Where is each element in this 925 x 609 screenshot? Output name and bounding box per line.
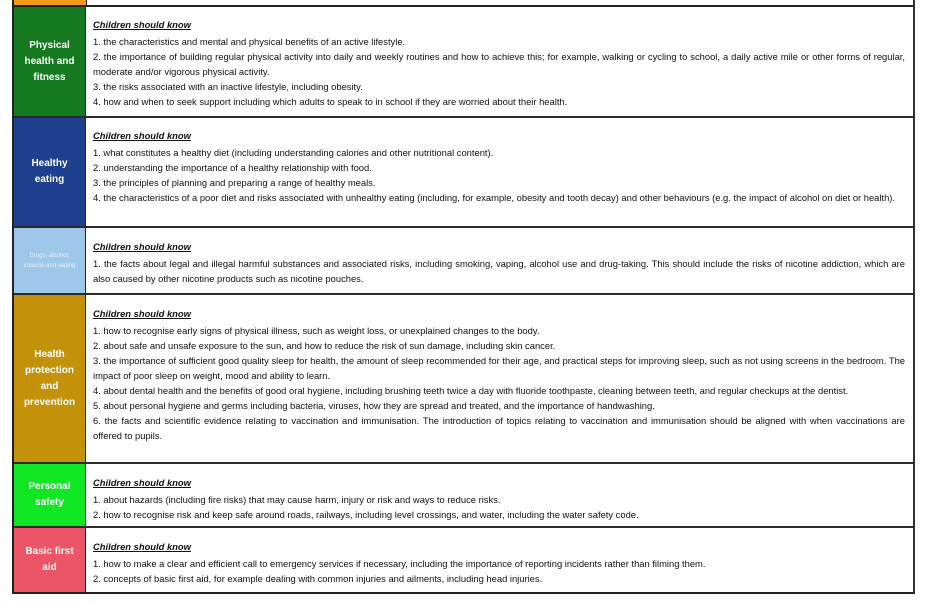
list-item: 3. the importance of sufficient good quality sleep for health, the amount of sleep recommended for their age, and practical steps for improving sleep, such as not using screens in the bedroom. The impact of poor sleep on weight, mood and ability to learn. (93, 355, 905, 381)
row-content (86, 118, 913, 226)
list-item: 3. the principles of planning and preparing a range of healthy meals. (93, 177, 376, 188)
row-label-healthy-eating (14, 118, 86, 226)
list-item: 2. concepts of basic first aid, for example dealing with common injuries and ailments, including head injuries. (93, 573, 543, 584)
list-item: 3. the risks associated with an inactive lifestyle, including obesity. (93, 81, 363, 92)
row-content (86, 228, 913, 293)
previous-row-content-cell (87, 0, 913, 5)
list-item: 4. the characteristics of a poor diet and risks associated with unhealthy eating (including, for example, obesity and tooth decay) and other behaviours (e.g. the impact of alcohol on diet or health). (93, 192, 896, 203)
list-item: 4. about dental health and the benefits of good oral hygiene, including brushing teeth twice a day with fluoride toothpaste, cleaning between teeth, and regular checkups at the dentist. (93, 385, 849, 396)
list-item: 2. about safe and unsafe exposure to the sun, and how to reduce the risk of sun damage, including skin cancer. (93, 340, 556, 351)
row-content (86, 7, 913, 116)
table-row-first-aid (14, 528, 913, 592)
table-row-healthy-eating (14, 118, 913, 228)
row-content (86, 295, 913, 462)
row-heading: Children should know (93, 19, 191, 30)
list-item: 2. how to recognise risk and keep safe around roads, railways, including level crossings, and water, including the water safety code. (93, 509, 639, 520)
row-label-text: Physical health and fitness (24, 39, 75, 83)
list-item: 2. the importance of building regular physical activity into daily and weekly routines and how to achieve this; for example, walking or cycling to school, a daily active mile or other forms of regular, moderate and/or vigorous physical activity. (93, 51, 905, 77)
row-heading: Children should know (93, 308, 191, 319)
previous-row-strip (14, 0, 913, 7)
row-label-drugs-alcohol (14, 228, 86, 293)
row-label-text: Drugs, alcohol, tobacco and vaping (23, 252, 76, 269)
row-label-text: Personal safety (28, 481, 71, 508)
list-item: 5. about personal hygiene and germs including bacteria, viruses, how they are spread and treated, and the importance of handwashing. (93, 400, 655, 411)
curriculum-table (12, 0, 915, 594)
list-item: 1. the characteristics and mental and physical benefits of an active lifestyle. (93, 36, 406, 47)
row-label-text: Healthy eating (31, 158, 68, 185)
row-label-health-protection (14, 295, 86, 462)
list-item: 4. how and when to seek support including which adults to speak to in school if they are worried about their health. (93, 96, 568, 107)
row-heading: Children should know (93, 130, 191, 141)
row-label-personal-safety (14, 464, 86, 526)
table-row-physical-health (14, 7, 913, 118)
list-item: 1. what constitutes a healthy diet (including understanding calories and other nutritional content). (93, 147, 494, 158)
list-item: 2. understanding the importance of a healthy relationship with food. (93, 162, 372, 173)
row-label-first-aid (14, 528, 86, 592)
list-item: 6. the facts and scientific evidence relating to vaccination and immunisation. The introduction of topics relating to vaccination and immunisation should be aligned with when vaccinations are offered to pupils. (93, 415, 905, 441)
row-content (86, 464, 913, 526)
list-item: 1. about hazards (including fire risks) that may cause harm, injury or risk and ways to reduce risks. (93, 494, 501, 505)
row-heading: Children should know (93, 477, 191, 488)
row-label-physical-health (14, 7, 86, 116)
list-item: 1. the facts about legal and illegal harmful substances and associated risks, including smoking, vaping, alcohol use and drug-taking. This should include the risks of nicotine addiction, which are also caused by other nicotine products such as nicotine pouches. (93, 258, 905, 284)
table-row-drugs-alcohol (14, 228, 913, 295)
row-label-text: Health protection and prevention (23, 348, 76, 408)
row-label-text: Basic first aid (25, 546, 74, 573)
row-heading: Children should know (93, 241, 191, 252)
list-item: 1. how to make a clear and efficient call to emergency services if necessary, including the importance of reporting incidents rather than filming them. (93, 558, 706, 569)
row-content (86, 528, 913, 592)
previous-row-label-cell (14, 0, 87, 5)
row-heading: Children should know (93, 541, 191, 552)
table-row-personal-safety (14, 464, 913, 528)
table-row-health-protection (14, 295, 913, 464)
list-item: 1. how to recognise early signs of physical illness, such as weight loss, or unexplained changes to the body. (93, 325, 540, 336)
